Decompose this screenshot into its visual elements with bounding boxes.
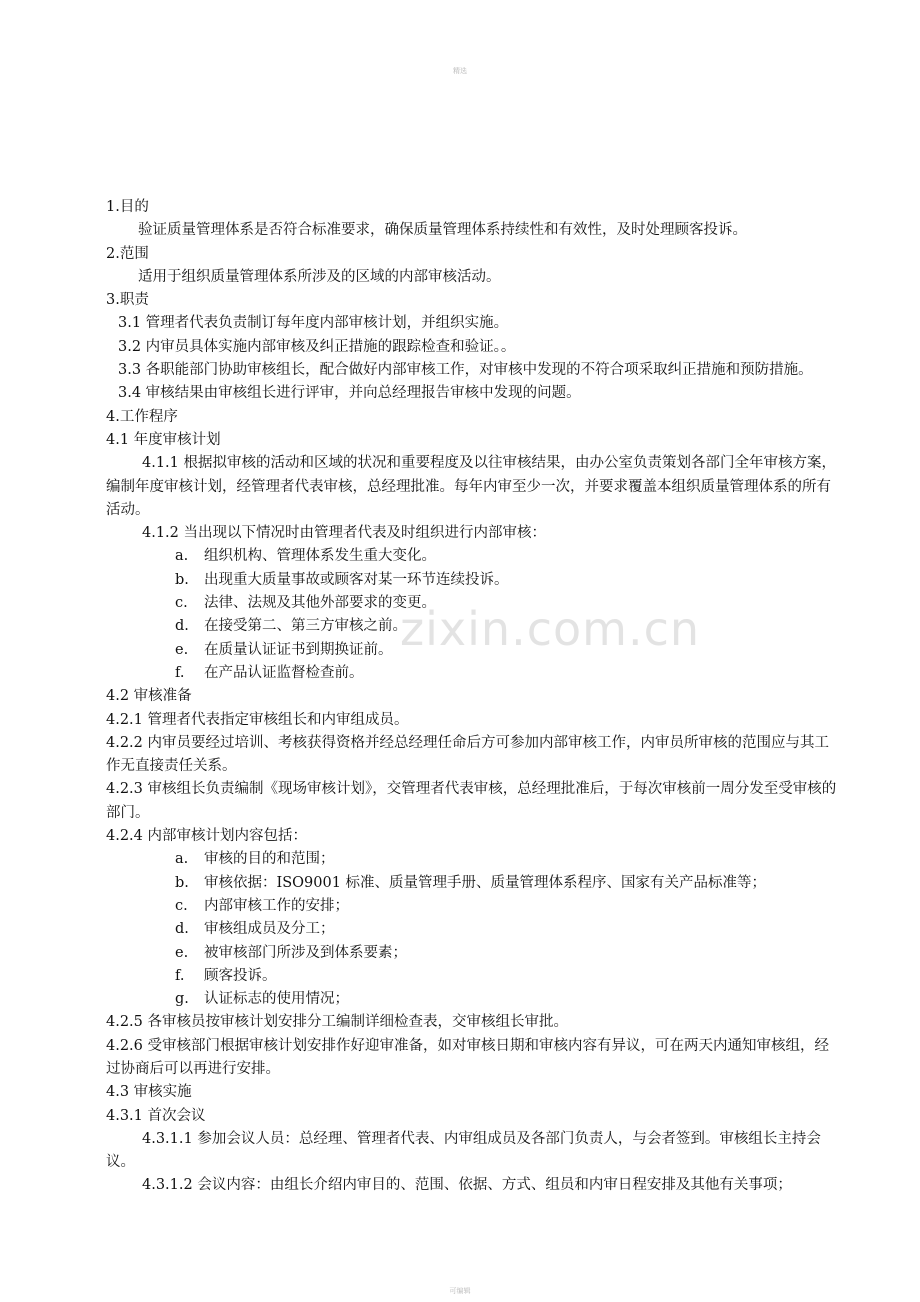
page-header-mark: 精选	[453, 67, 467, 75]
clause-4-1-2: 4.1.2 当出现以下情况时由管理者代表及时组织进行内部审核：	[142, 525, 547, 542]
document-body	[106, 196, 843, 1198]
clause-3-3: 3.3 各职能部门协助审核组长，配合做好内部审核工作，对审核中发现的不符合项采取纠正措施和预防措施。	[118, 362, 813, 379]
section-4-3-1-title: 4.3.1 首次会议	[106, 1107, 206, 1124]
clause-4-2-1: 4.2.1 管理者代表指定审核组长和内审组成员。	[106, 711, 409, 728]
clause-4-3-1-1: 4.3.1.1 参加会议人员：总经理、管理者代表、内审组成员及各部门负责人，与会者签到。审核组长主持会议。	[106, 1130, 821, 1171]
clause-3-2: 3.2 内审员具体实施内部审核及纠正措施的跟踪检查和验证。。	[118, 338, 516, 355]
list-item: b. 出现重大质量事故或顾客对某一环节连续投诉。	[175, 571, 509, 588]
section-3-title: 3.职责	[106, 292, 149, 309]
list-item: a. 审核的目的和范围；	[175, 851, 335, 868]
section-4-title: 4.工作程序	[106, 408, 178, 425]
clause-3-4: 3.4 审核结果由审核组长进行评审，并向总经理报告审核中发现的问题。	[118, 385, 581, 402]
clause-4-2-2: 4.2.2 内审员要经过培训、考核获得资格并经总经理任命后方可参加内部审核工作，内审员所审核的范围应与其工作无直接责任关系。	[106, 734, 829, 775]
list-item: f. 在产品认证监督检查前。	[175, 664, 364, 681]
section-4-1-title: 4.1 年度审核计划	[106, 431, 221, 448]
clause-4-2-4: 4.2.4 内部审核计划内容包括：	[106, 828, 308, 845]
list-item: a. 组织机构、管理体系发生重大变化。	[175, 548, 436, 565]
list-item: e. 被审核部门所涉及到体系要素；	[175, 944, 407, 961]
section-1-text: 验证质量管理体系是否符合标准要求，确保质量管理体系持续性和有效性，及时处理顾客投诉。	[138, 222, 747, 239]
section-4-2-title: 4.2 审核准备	[106, 688, 192, 705]
list-item: e. 在质量认证证书到期换证前。	[175, 641, 393, 658]
clause-4-2-3: 4.2.3 审核组长负责编制《现场审核计划》，交管理者代表审核，总经理批准后，于每次审核前一周分发至受审核的部门。	[106, 781, 837, 821]
list-item: d. 审核组成员及分工；	[175, 921, 335, 938]
section-2-text: 适用于组织质量管理体系所涉及的区域的内部审核活动。	[138, 268, 501, 285]
section-2-title: 2.范围	[106, 245, 149, 262]
list-item: d. 在接受第二、第三方审核之前。	[175, 618, 407, 635]
section-4-3-title: 4.3 审核实施	[106, 1084, 192, 1101]
watermark: zixin.com.cn	[400, 602, 701, 656]
list-item: c. 法律、法规及其他外部要求的变更。	[175, 595, 436, 612]
clause-4-1-1: 4.1.1 根据拟审核的活动和区域的状况和重要程度及以往审核结果，由办公室负责策划各部门全年审核方案，编制年度审核计划，经管理者代表审核，总经理批准。每年内审至少一次，并要求覆盖本组织质量管理体系的所有活动。	[106, 455, 836, 518]
list-4-1-2	[106, 545, 843, 685]
clause-4-2-5: 4.2.5 各审核员按审核计划安排分工编制详细检查表，交审核组长审批。	[106, 1014, 569, 1031]
list-item: c. 内部审核工作的安排；	[175, 897, 349, 914]
list-item: g. 认证标志的使用情况；	[175, 991, 349, 1008]
list-item: b. 审核依据：ISO9001 标准、质量管理手册、质量管理体系程序、国家有关产品标准等；	[175, 874, 767, 891]
page-footer-mark: 可编辑	[449, 1287, 471, 1295]
clause-4-3-1-2: 4.3.1.2 会议内容：由组长介绍内审目的、范围、依据、方式、组员和内审日程安排及其他有关事项；	[142, 1177, 792, 1194]
list-4-2-4	[106, 848, 843, 1011]
section-1-title: 1.目的	[106, 199, 149, 215]
clause-3-1: 3.1 管理者代表负责制订每年度内部审核计划，并组织实施。	[118, 315, 509, 332]
list-item: f. 顾客投诉。	[175, 967, 277, 984]
clause-4-2-6: 4.2.6 受审核部门根据审核计划安排作好迎审准备，如对审核日期和审核内容有异议，可在两天内通知审核组，经过协商后可以再进行安排。	[106, 1037, 829, 1077]
